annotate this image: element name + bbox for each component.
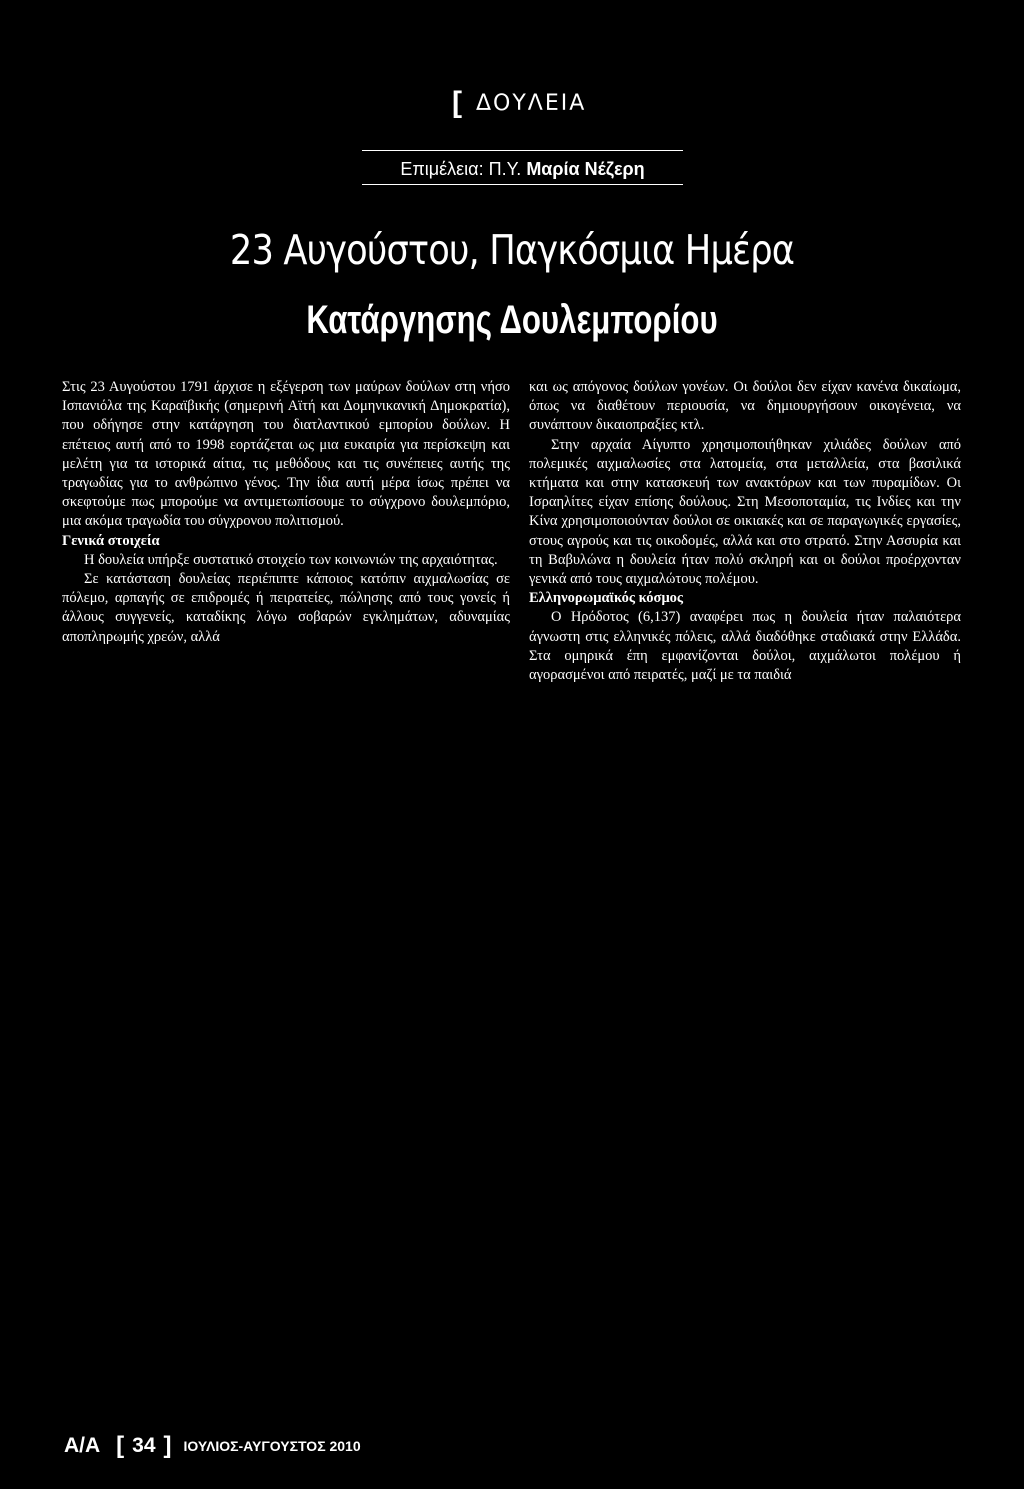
subhead-greco-roman: Ελληνορωμαϊκός κόσμος [529,590,684,607]
article-title-line1: 23 Αυγούστου, Παγκόσμια Ημέρα [229,226,795,274]
top-rule [362,150,683,151]
editor-name: Μαρία Νέζερη [526,159,645,179]
bottom-rule [362,184,683,185]
magazine-name: Α/Α [64,1434,101,1457]
section-label: ΔΟΥΛΕΙΑ [476,90,587,116]
footer-bracket-open: [ [116,1432,125,1459]
article-title-line2: Κατάργησης Δουλεμπορίου [306,298,718,342]
subhead-general: Γενικά στοιχεία [62,532,160,549]
page-footer [64,1432,361,1460]
footer-bracket-close: ] [163,1432,172,1459]
intro-paragraph: Στις 23 Αυγούστου 1791 άρχισε η εξέγερση των μαύρων δούλων στη νήσο Ισπανιόλα της Καραϊβικής (σημερινή Αϊτή και Δομηνικανική Δημοκρατία), που οδήγησε στην κατάργηση του διατλαντικού εμπορίου δούλων. Η επέτειος αυτή από το 1998 εορτάζεται ως μια ευκαιρία για περίσκεψη και μελέτη για τα ιστορικά αίτια, τις μεθόδους και τις συνέπειες αυτής της τραγωδίας για το ανθρώπινο γένος. Την ίδια αυτή μέρα ίσως πρέπει να σκεφτούμε πως μπορούμε να αντιμετωπίσουμε το σύγχρονο δουλεμπόριο, μια ακόμα τραγωδία του σύγχρονου πολιτισμού. [62,379,510,530]
issue-date: ΙΟΥΛΙΟΣ-ΑΥΓΟΥΣΤΟΣ 2010 [183,1438,361,1454]
section-bracket: [ [452,86,462,119]
left-column [62,378,510,647]
section-header [452,88,586,118]
paragraph: και ως απόγονος δούλων γονέων. Οι δούλοι δεν είχαν κανένα δικαίωμα, όπως να διαθέτουν περιουσία, να δημιουργήσουν οικογένεια, να συνάπτουν δικαιοπραξίες κτλ. [529,379,961,434]
paragraph: Ο Ηρόδοτος (6,137) αναφέρει πως η δουλεία ήταν παλαιότερα άγνωστη στις ελληνικές πόλεις, αλλά διαδόθηκε σταδιακά στην Ελλάδα. Στα ομηρικά έπη εμφανίζονται δούλοι, αιχμάλωτοι πολέμου ή αγορασμένοι από πειρατές, μαζί με τα παιδιά [529,609,961,684]
page-number: 34 [132,1434,156,1457]
paragraph: Η δουλεία υπήρξε συστατικό στοιχείο των κοινωνιών της αρχαιότητας. [84,551,498,568]
right-column [529,378,961,685]
editor-credit [362,159,683,180]
paragraph: Στην αρχαία Αίγυπτο χρησιμοποιήθηκαν χιλιάδες δούλων από πολεμικές αιχμαλωσίες στα λατομεία, στα μεταλλεία, στα βασιλικά κτήματα και στην κατασκευή των ανακτόρων και των πυραμίδων. Οι Ισραηλίτες είχαν επίσης δούλους. Στη Μεσοποταμία, τις Ινδίες και την Κίνα χρησιμοποιούνταν δούλοι σε οικιακές και σε παραγωγικές εργασίες, στους αγρούς και τις οικοδομές, αλλά και στο στρατό. Στην Ασσυρία και τη Βαβυλώνα η δουλεία ήταν πολύ σκληρή και οι δούλοι προέρχονταν γενικά από τους αιχμαλώτους πολέμου. [529,436,961,588]
paragraph: Σε κατάσταση δουλείας περιέπιπτε κάποιος κατόπιν αιχμαλωσίας σε πόλεμο, αρπαγής σε επιδρομές ή πειρατείες, πώλησης από τους γονείς ή άλλους συγγενείς, καταδίκης λόγω σοβαρών εγκλημάτων, αδυναμίας αποπληρωμής χρεών, αλλά [62,571,510,645]
editor-prefix: Επιμέλεια: Π.Υ. [400,159,522,179]
